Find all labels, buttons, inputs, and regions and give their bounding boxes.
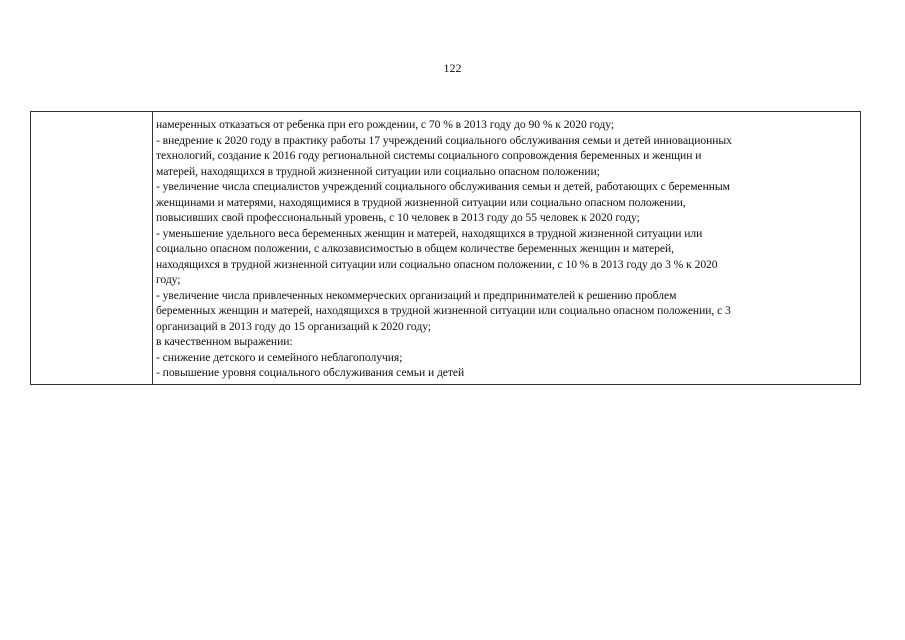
text-line: повысивших свой профессиональный уровень, с 10 человек в 2013 году до 55 человек к 2020 году; [156,211,640,224]
text-line: намеренных отказаться от ребенка при его рождении, с 70 % в 2013 году до 90 % к 2020 году; [156,118,614,131]
text-line: находящихся в трудной жизненной ситуации или социально опасном положении, с 10 % в 2013 году до 3 % к 2020 [156,257,718,271]
text-line: технологий, создание к 2016 году региональной системы социального сопровождения беременных и женщин и [156,149,702,162]
text-line: - снижение детского и семейного неблагополучия; [156,350,403,364]
text-line: в качественном выражении: [156,335,293,348]
text-line: - увеличение числа привлеченных некоммерческих организаций и предпринимателей к решению проблем [156,288,677,302]
text-line: социально опасном положении, с алкозависимостью в общем количестве беременных женщин и матерей, [156,242,674,255]
text-line: матерей, находящихся в трудной жизненной ситуации или социально опасном положении; [156,164,600,178]
text-line: организаций в 2013 году до 15 организаций к 2020 году; [156,319,431,333]
document-table [30,111,861,385]
text-line: - уменьшение удельного веса беременных женщин и матерей, находящихся в трудной жизненной ситуации или [156,226,703,240]
text-line: году; [156,273,181,286]
text-line: беременных женщин и матерей, находящихся в трудной жизненной ситуации или социально опасном положении, с 3 [156,304,731,317]
text-line: - повышение уровня социального обслуживания семьи и детей [156,366,465,379]
text-line: - внедрение к 2020 году в практику работы 17 учреждений социального обслуживания семьи и детей инновационных [156,133,732,147]
page-number: 122 [443,61,462,75]
text-line: женщинами и матерями, находящимися в трудной жизненной ситуации или социально опасном положении, [156,195,686,209]
table-left-cell [31,112,153,384]
text-line: - увеличение числа специалистов учреждений социального обслуживания семьи и детей, работающих с беременным [156,180,730,193]
table-right-cell [153,112,860,384]
